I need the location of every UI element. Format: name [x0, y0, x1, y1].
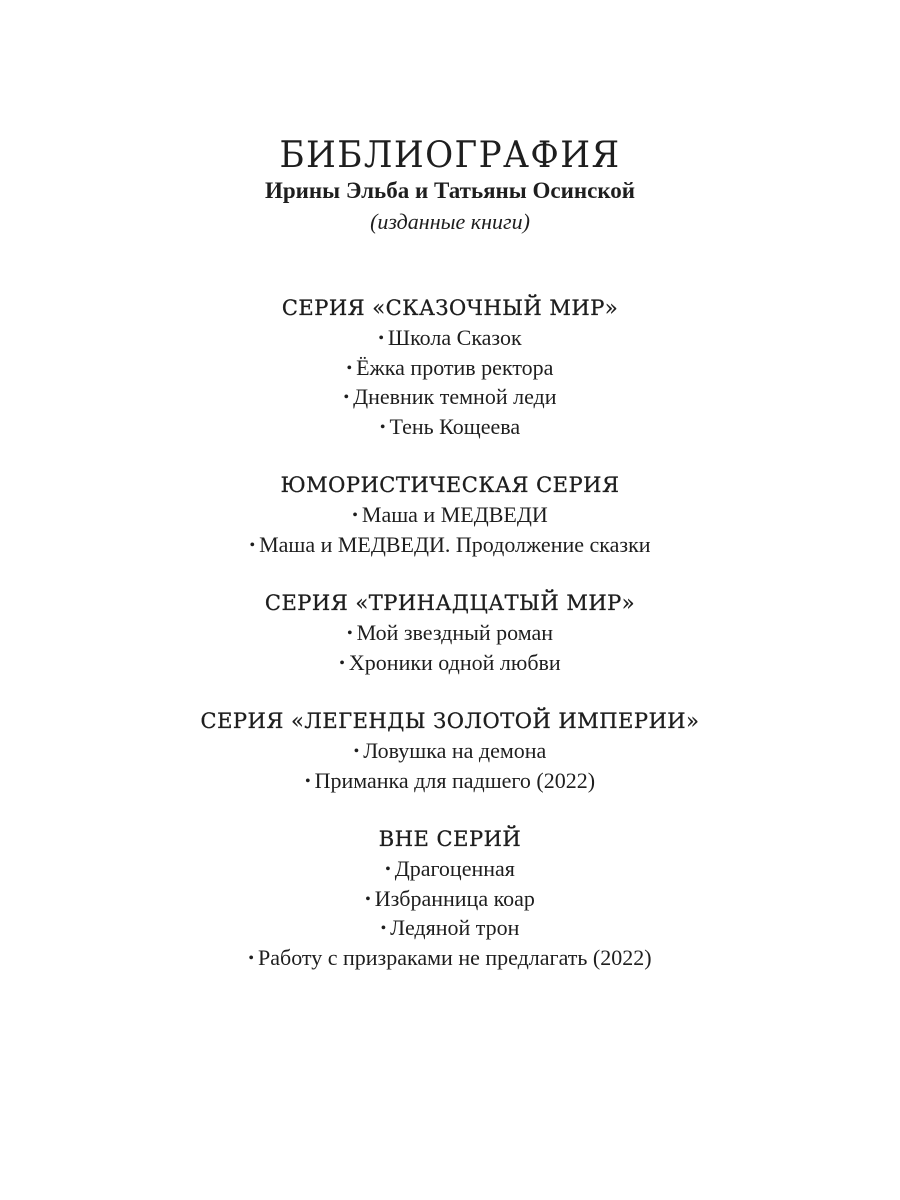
section-heading: СЕРИЯ «ТРИНАДЦАТЫЙ МИР» — [264, 591, 636, 615]
book-title: Ловушка на демона — [363, 738, 547, 763]
series-section-thirteenth-world — [0, 588, 900, 677]
series-section-golden-empire — [0, 706, 900, 795]
book-item — [0, 736, 900, 766]
section-heading: ВНЕ СЕРИЙ — [378, 827, 522, 851]
book-item — [0, 412, 900, 442]
bullet-icon: • — [352, 507, 358, 524]
section-heading: СЕРИЯ «ЛЕГЕНДЫ ЗОЛОТОЙ ИМПЕРИИ» — [200, 709, 700, 733]
book-title: Ёжка против ректора — [356, 354, 554, 380]
book-item — [0, 884, 900, 914]
book-title: Школа Сказок — [387, 325, 522, 350]
book-title: Маша и МЕДВЕДИ. Продолжение сказки — [259, 531, 651, 557]
bullet-icon: • — [249, 536, 256, 554]
bullet-icon: • — [365, 890, 371, 908]
book-item — [0, 854, 900, 884]
bullet-icon: • — [378, 330, 384, 347]
book-title: Ледяной трон — [390, 915, 520, 940]
book-title: Приманка для падшего (2022) — [314, 767, 596, 793]
series-section-humor — [0, 470, 900, 559]
book-item — [0, 353, 900, 383]
book-title: Работу с призраками не предлагать (2022) — [258, 944, 652, 970]
bullet-icon: • — [248, 949, 255, 967]
bullet-icon: • — [346, 359, 353, 377]
bullet-icon: • — [339, 654, 345, 672]
book-item — [0, 943, 900, 973]
book-item — [0, 766, 900, 796]
published-books-note: (изданные книги) — [370, 209, 530, 234]
book-item — [0, 913, 900, 943]
section-heading: ЮМОРИСТИЧЕСКАЯ СЕРИЯ — [280, 473, 620, 497]
bullet-icon: • — [304, 772, 311, 790]
series-section-fairy-world — [0, 293, 900, 441]
section-heading: СЕРИЯ «СКАЗОЧНЫЙ МИР» — [281, 296, 619, 320]
bullet-icon: • — [353, 743, 360, 760]
book-title: Мой звездный роман — [356, 620, 554, 645]
book-title: Драгоценная — [394, 856, 515, 881]
book-title: Хроники одной любви — [348, 649, 561, 675]
book-item — [0, 648, 900, 678]
book-item — [0, 382, 900, 412]
bullet-icon: • — [380, 920, 387, 937]
book-title: Избранница коар — [374, 885, 535, 911]
bullet-icon: • — [346, 625, 353, 642]
bullet-icon: • — [379, 418, 386, 436]
book-item — [0, 500, 900, 530]
book-item — [0, 323, 900, 353]
bullet-icon: • — [343, 389, 350, 406]
book-item — [0, 530, 900, 560]
series-section-standalone — [0, 824, 900, 972]
authors-subtitle: Ирины Эльба и Татьяны Осинской — [264, 178, 636, 203]
page-title: БИБЛИОГРАФИЯ — [279, 135, 621, 176]
book-title: Дневник темной леди — [353, 384, 557, 409]
book-title: Маша и МЕДВЕДИ — [361, 502, 548, 527]
bullet-icon: • — [385, 861, 391, 878]
book-title: Тень Кощеева — [389, 413, 521, 439]
book-item — [0, 618, 900, 648]
